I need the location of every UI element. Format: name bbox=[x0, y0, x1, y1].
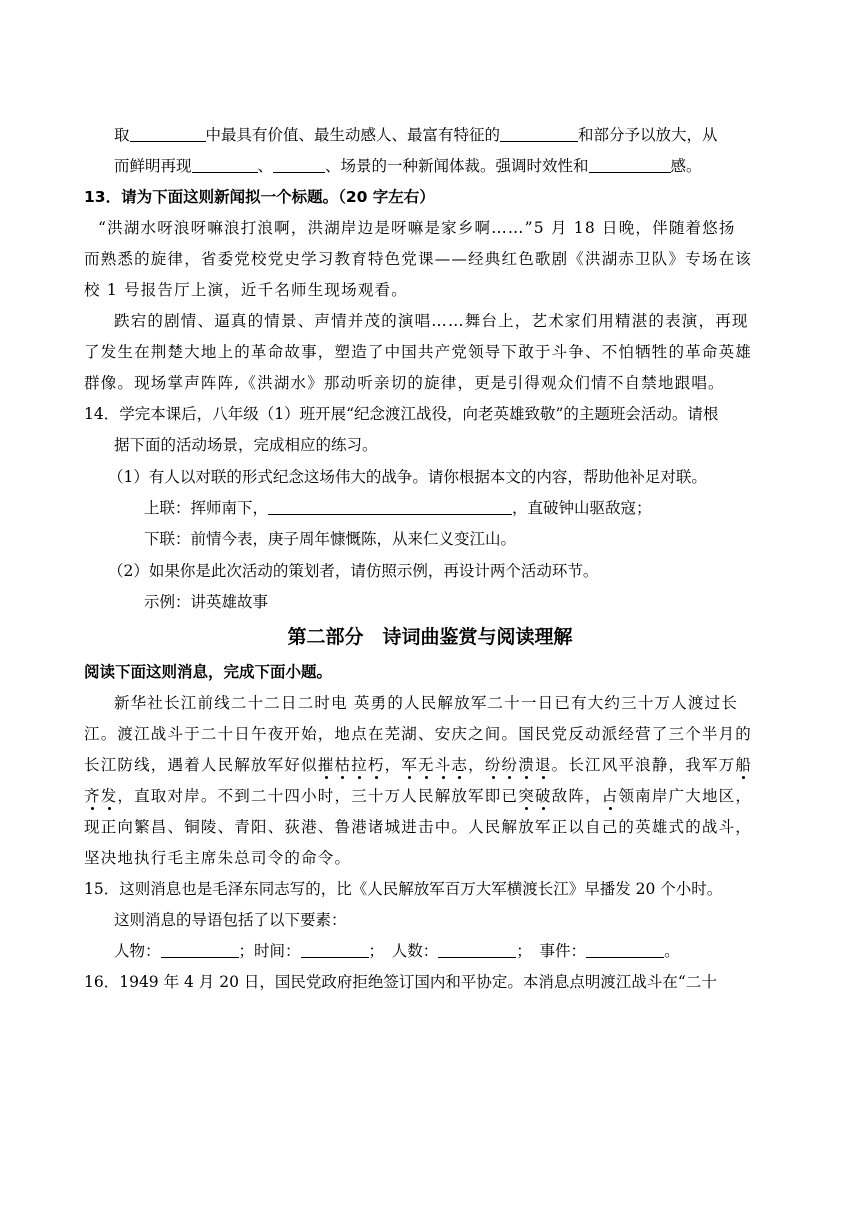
emphasis-char: 志 bbox=[451, 756, 469, 774]
q16-stem: 16．1949 年 4 月 20 日，国民党政府拒绝签订国内和平协定。本消息点明渡江战斗在“二十 bbox=[84, 973, 717, 991]
answer-blank[interactable] bbox=[301, 942, 369, 958]
emphasis-char: 船 bbox=[735, 756, 753, 774]
answer-blank[interactable] bbox=[161, 942, 239, 958]
q15-elements: 人物： ；时间： ； 人数： ； 事件： 。 bbox=[114, 942, 680, 960]
q13-news-line: 而熟悉的旋律，省委党校党史学习教育特色党课——经典红色歌剧《洪湖赤卫队》专场在该 bbox=[84, 250, 753, 268]
answer-blank[interactable] bbox=[500, 126, 578, 142]
emphasis-char: 枯 bbox=[334, 756, 352, 774]
emphasis-char: 破 bbox=[534, 787, 552, 805]
news-line: 现正向繁昌、铜陵、青阳、荻港、鲁港诸城进击中。人民解放军正以自己的英雄式的战斗， bbox=[84, 818, 753, 836]
emphasis-char: 摧 bbox=[317, 756, 335, 774]
reading-instruction: 阅读下面这则消息，完成下面小题。 bbox=[84, 663, 333, 681]
q13-news-line: 跌宕的剧情、逼真的情景、声情并茂的演唱……舞台上，艺术家们用精湛的表演，再现 bbox=[114, 312, 749, 330]
couplet-answer-blank[interactable] bbox=[268, 499, 512, 515]
emphasis-char: 溃 bbox=[518, 756, 535, 774]
q14-stem-cont: 据下面的活动场景，完成相应的练习。 bbox=[114, 436, 378, 454]
emphasis-char: 无 bbox=[418, 756, 435, 774]
answer-blank[interactable] bbox=[273, 157, 325, 173]
news-line: 江。渡江战斗于二十日午夜开始，地点在芜湖、安庆之间。国民党反动派经营了三个半月的 bbox=[84, 725, 753, 743]
q15-stem-cont: 这则消息的导语包括了以下要素： bbox=[114, 911, 347, 929]
news-line: 长江防线，遇着人民解放军好似摧枯拉朽，军无斗志，纷纷溃退。长江风平浪静，我军万船 bbox=[84, 756, 753, 774]
emphasis-char: 占 bbox=[601, 787, 619, 805]
news-line: 新华社长江前线二十二日二时电 英勇的人民解放军二十一日已有大约三十万人渡过长 bbox=[114, 694, 739, 712]
answer-blank[interactable] bbox=[589, 157, 671, 173]
emphasis-char: 拉 bbox=[351, 756, 368, 774]
emphasis-char: 纷 bbox=[484, 756, 502, 774]
emphasis-char: 朽 bbox=[367, 756, 385, 774]
q13-news-line: “洪湖水呀浪呀嘛浪打浪啊，洪湖岸边是呀嘛是家乡啊……”5 月 18 日晚，伴随着悠扬 bbox=[98, 219, 736, 237]
emphasis-char: 突 bbox=[518, 787, 535, 805]
q13-stem: 13．请为下面这则新闻拟一个标题。（20 字左右） bbox=[84, 188, 435, 206]
answer-blank[interactable] bbox=[192, 157, 258, 173]
q14-sub2: （2）如果你是此次活动的策划者，请仿照示例，再设计两个活动环节。 bbox=[108, 562, 599, 580]
answer-blank[interactable] bbox=[438, 942, 516, 958]
q13-news-line: 校 1 号报告厅上演，近千名师生现场观看。 bbox=[84, 281, 408, 299]
q14-stem: 14．学完本课后，八年级（1）班开展“纪念渡江战役，向老英雄致敬”的主题班会活动。请根 bbox=[84, 405, 719, 423]
couplet-lower: 下联：前情今表，庚子周年慷慨陈，从来仁义变江山。 bbox=[144, 530, 517, 548]
emphasis-char: 发 bbox=[100, 787, 118, 805]
answer-blank[interactable] bbox=[586, 942, 664, 958]
emphasis-char: 齐 bbox=[84, 787, 101, 805]
q15-stem: 15．这则消息也是毛泽东同志写的，比《人民解放军百万大军横渡长江》早播发 20 个小时。 bbox=[84, 880, 723, 898]
q12-line-2: 而鲜明再现 、 、场景的一种新闻体裁。强调时效性和 感。 bbox=[114, 157, 702, 175]
emphasis-char: 退 bbox=[534, 756, 552, 774]
emphasis-char: 斗 bbox=[434, 756, 452, 774]
emphasis-char: 军 bbox=[401, 756, 419, 774]
section-heading: 第二部分 诗词曲鉴赏与阅读理解 bbox=[287, 626, 573, 648]
q14-example: 示例：讲英雄故事 bbox=[144, 593, 269, 611]
q13-news-line: 了发生在荆楚大地上的革命故事，塑造了中国共产党领导下敢于斗争、不怕牺牲的革命英雄 bbox=[84, 343, 753, 361]
couplet-upper: 上联：挥师南下， ，直破钟山驱敌寇； bbox=[144, 499, 652, 517]
news-line: 齐发，直取对岸。不到二十四小时，三十万人民解放军即已突破敌阵，占领南岸广大地区， bbox=[84, 787, 753, 805]
answer-blank[interactable] bbox=[130, 126, 206, 142]
q14-sub1: （1）有人以对联的形式纪念这场伟大的战争。请你根据本文的内容，帮助他补足对联。 bbox=[108, 468, 707, 486]
q13-news-line: 群像。现场掌声阵阵,《洪湖水》那动听亲切的旋律，更是引得观众们情不自禁地跟唱。 bbox=[84, 374, 725, 392]
news-line: 坚决地执行毛主席朱总司令的命令。 bbox=[84, 849, 352, 867]
q12-line-1: 取 中最具有价值、最生动感人、最富有特征的 和部分予以放大，从 bbox=[114, 126, 718, 144]
emphasis-char: 纷 bbox=[501, 756, 519, 774]
